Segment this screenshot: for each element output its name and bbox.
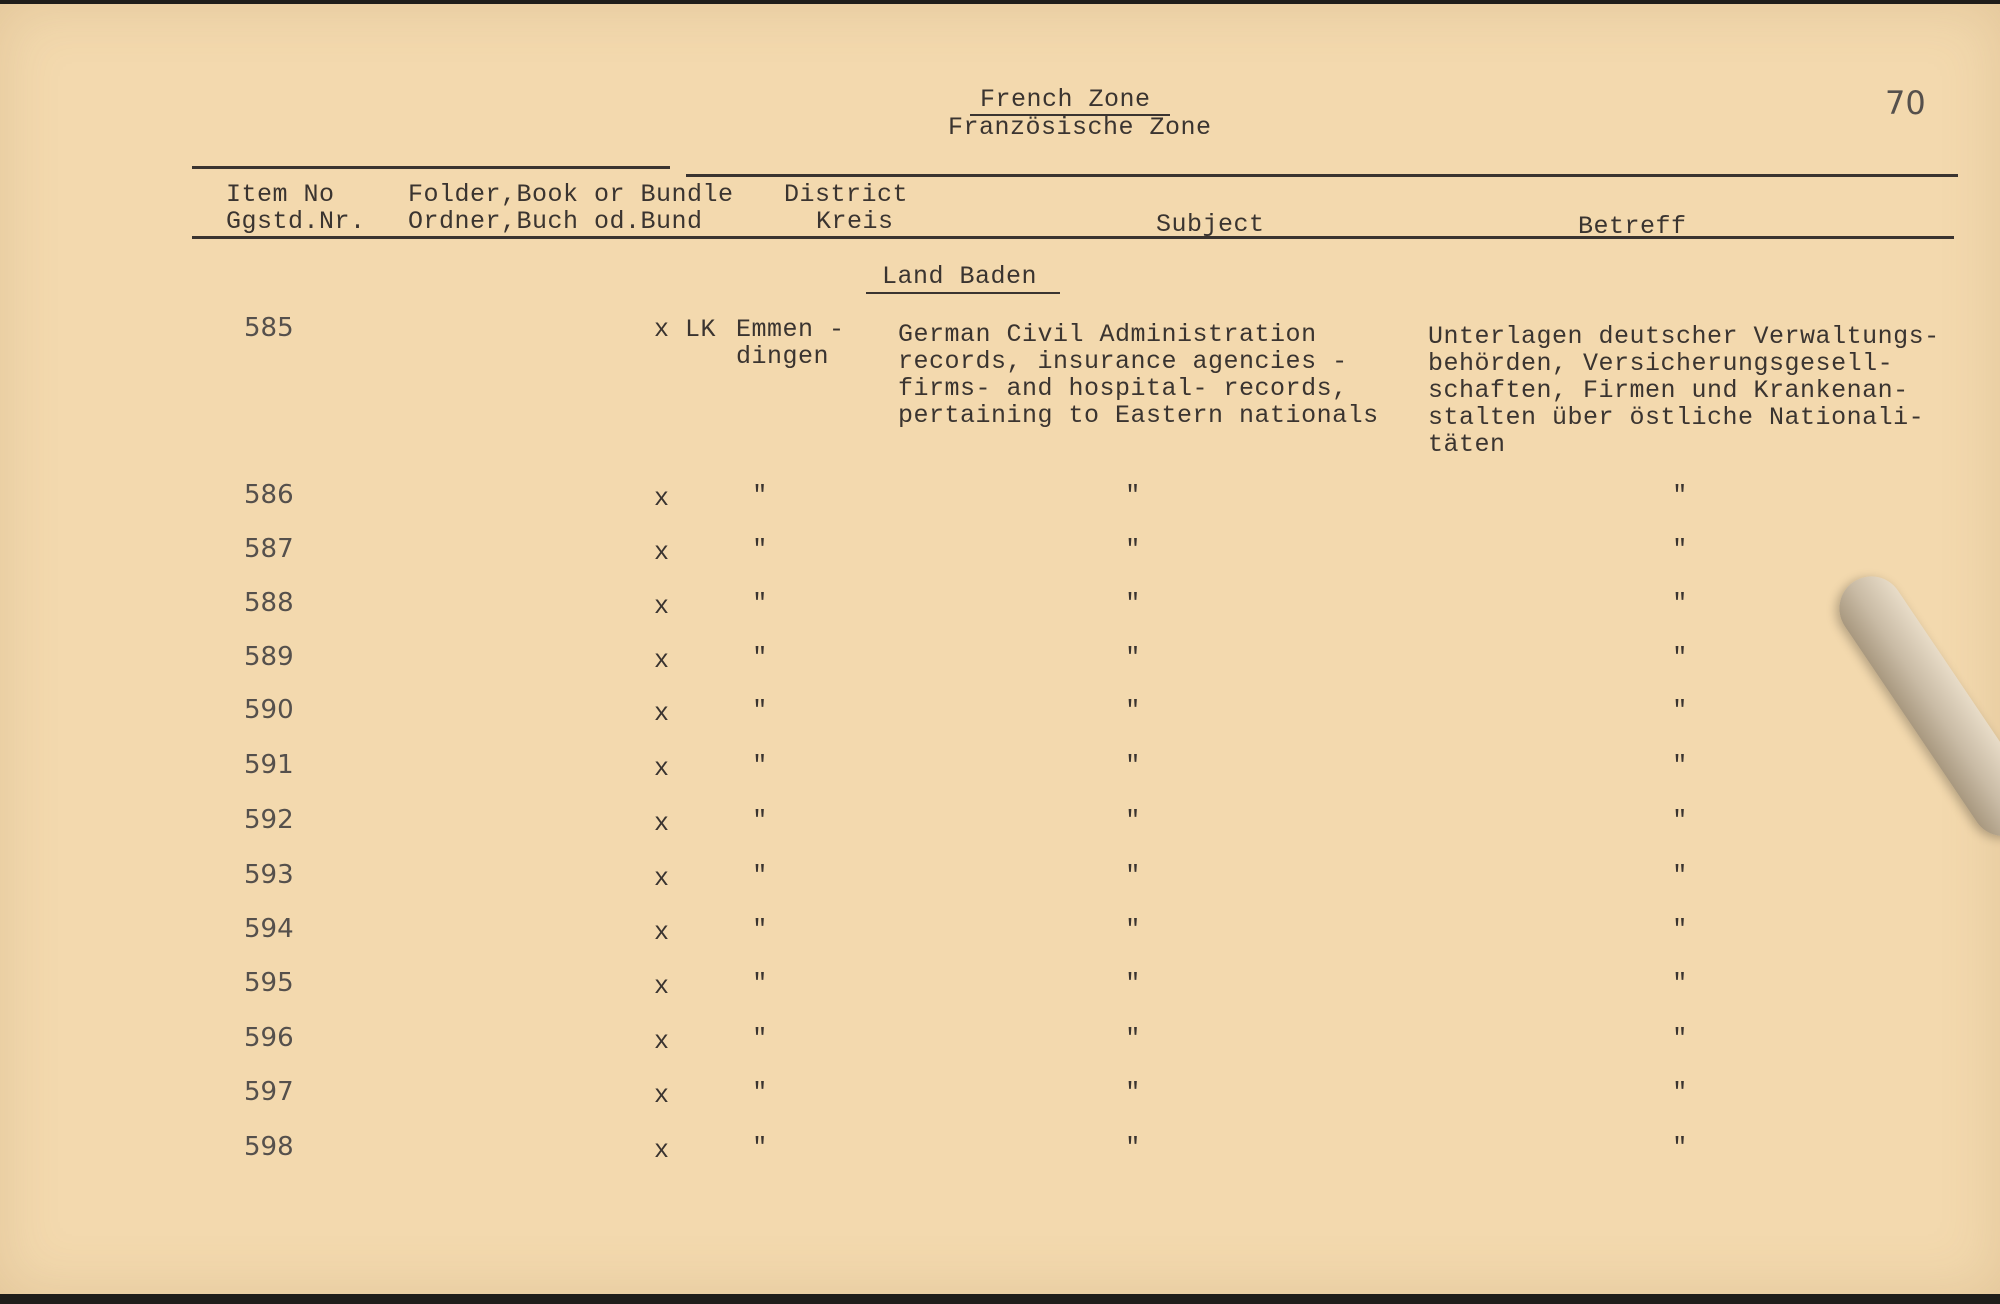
item-number: 586 (244, 480, 294, 510)
district-ditto: " (752, 1133, 768, 1162)
folder-mark: x (654, 1081, 670, 1110)
zone-title-de: Französische Zone (948, 113, 1212, 142)
folder-mark: x (654, 646, 670, 675)
folder-mark: x (654, 918, 670, 947)
item-number: 585 (244, 313, 294, 343)
folder-mark: x (654, 592, 670, 621)
header-folder-en: Folder,Book or Bundle (408, 180, 734, 209)
header-folder-de: Ordner,Buch od.Bund (408, 207, 703, 236)
header-subject: Subject (1156, 210, 1265, 239)
folder-mark: x LK (654, 315, 717, 344)
header-district-en: District (784, 180, 909, 209)
pen-object (1827, 564, 2000, 848)
folder-mark: x (654, 754, 670, 783)
item-number: 596 (244, 1023, 294, 1053)
betreff-ditto: " (1672, 751, 1688, 780)
item-number: 595 (244, 968, 294, 998)
betreff-ditto: " (1672, 1133, 1688, 1162)
betreff-ditto: " (1672, 535, 1688, 564)
subject-ditto: " (1125, 806, 1141, 835)
folder-mark: x (654, 972, 670, 1001)
item-number: 597 (244, 1077, 294, 1107)
betreff-ditto: " (1672, 1078, 1688, 1107)
subject-ditto: " (1125, 535, 1141, 564)
district-ditto: " (752, 969, 768, 998)
folder-mark: x (654, 1136, 670, 1165)
betreff-ditto: " (1672, 915, 1688, 944)
betreff-ditto: " (1672, 861, 1688, 890)
betreff-line-4: stalten über östliche Nationali- (1428, 403, 1925, 432)
subject-line-2: records, insurance agencies - (898, 347, 1348, 376)
betreff-ditto: " (1672, 589, 1688, 618)
betreff-line-2: behörden, Versicherungsgesell- (1428, 349, 1894, 378)
district-ditto: " (752, 1078, 768, 1107)
item-number: 587 (244, 534, 294, 564)
district-ditto: " (752, 1024, 768, 1053)
header-top-rule-right (686, 174, 1958, 177)
item-number: 594 (244, 914, 294, 944)
page-number: 70 (1885, 84, 1926, 122)
header-bottom-rule (192, 236, 1954, 239)
district-ditto: " (752, 861, 768, 890)
header-district-de: Kreis (816, 207, 894, 236)
district-ditto: " (752, 535, 768, 564)
district-line-2: dingen (736, 342, 830, 371)
document-page (0, 4, 2000, 1294)
subject-ditto: " (1125, 969, 1141, 998)
folder-mark: x (654, 809, 670, 838)
betreff-ditto: " (1672, 806, 1688, 835)
subject-ditto: " (1125, 589, 1141, 618)
folder-mark: x (654, 538, 670, 567)
item-number: 593 (244, 860, 294, 890)
district-ditto: " (752, 806, 768, 835)
betreff-ditto: " (1672, 481, 1688, 510)
header-top-rule-left (192, 166, 670, 169)
folder-mark: x (654, 864, 670, 893)
betreff-line-1: Unterlagen deutscher Verwaltungs- (1428, 322, 1940, 351)
subject-ditto: " (1125, 696, 1141, 725)
district-ditto: " (752, 481, 768, 510)
header-betreff: Betreff (1578, 212, 1687, 241)
subject-line-4: pertaining to Eastern nationals (898, 401, 1379, 430)
district-line-1: Emmen - (736, 315, 845, 344)
section-title-underline (866, 292, 1060, 294)
subject-ditto: " (1125, 481, 1141, 510)
section-title: Land Baden (882, 262, 1038, 291)
header-item-de: Ggstd.Nr. (226, 207, 366, 236)
item-number: 592 (244, 805, 294, 835)
folder-mark: x (654, 1027, 670, 1056)
betreff-ditto: " (1672, 1024, 1688, 1053)
district-ditto: " (752, 696, 768, 725)
subject-ditto: " (1125, 751, 1141, 780)
folder-mark: x (654, 699, 670, 728)
zone-title: French Zone (980, 85, 1151, 114)
item-number: 591 (244, 750, 294, 780)
district-ditto: " (752, 751, 768, 780)
district-ditto: " (752, 589, 768, 618)
subject-line-3: firms- and hospital- records, (898, 374, 1348, 403)
item-number: 598 (244, 1132, 294, 1162)
subject-ditto: " (1125, 1024, 1141, 1053)
betreff-ditto: " (1672, 643, 1688, 672)
betreff-ditto: " (1672, 696, 1688, 725)
subject-ditto: " (1125, 861, 1141, 890)
subject-ditto: " (1125, 915, 1141, 944)
header-item-en: Item No (226, 180, 335, 209)
item-number: 590 (244, 695, 294, 725)
subject-ditto: " (1125, 643, 1141, 672)
item-number: 588 (244, 588, 294, 618)
folder-mark: x (654, 484, 670, 513)
district-ditto: " (752, 915, 768, 944)
subject-ditto: " (1125, 1078, 1141, 1107)
item-number: 589 (244, 642, 294, 672)
subject-ditto: " (1125, 1133, 1141, 1162)
betreff-line-5: täten (1428, 430, 1506, 459)
subject-line-1: German Civil Administration (898, 320, 1317, 349)
betreff-line-3: schaften, Firmen und Krankenan- (1428, 376, 1909, 405)
betreff-ditto: " (1672, 969, 1688, 998)
district-ditto: " (752, 643, 768, 672)
